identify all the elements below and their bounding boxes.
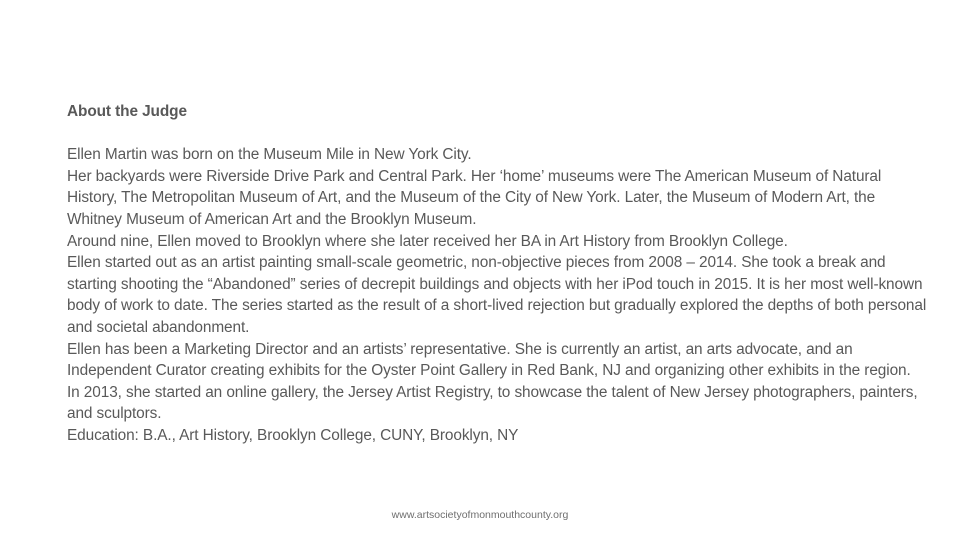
footer-website-url: www.artsocietyofmonmouthcounty.org [391, 509, 569, 521]
bio-paragraph-artwork: Ellen started out as an artist painting small-scale geometric, non-objective pieces from 2008 – 2014. She took a break and starting shooting the “Abandoned” series of decrepit buildings and objects with her iPod touch in 2015. It is her most well-known body of work to date. The series started as the result of a short-lived rejection but gradually explored the depths of both personal and societal abandonment. [67, 254, 927, 336]
slide-content [67, 101, 927, 447]
bio-paragraph-birthplace: Ellen Martin was born on the Museum Mile in New York City. [67, 146, 472, 164]
bio-paragraph-education: Education: B.A., Art History, Brooklyn College, CUNY, Brooklyn, NY [67, 426, 519, 444]
bio-paragraph-museums: Her backyards were Riverside Drive Park and Central Park. Her ‘home’ museums were The American Museum of Natural History, The Metropolitan Museum of Art, and the Museum of the City of New York. Later, the Museum of Modern Art, the Whitney Museum of American Art and the Brooklyn Museum. [67, 167, 882, 228]
bio-paragraph-career: Ellen has been a Marketing Director and an artists’ representative. She is currently an artist, an arts advocate, and an Independent Curator creating exhibits for the Oyster Point Gallery in Red Bank, NJ and organizing other exhibits in the region. In 2013, she started an online gallery, the Jersey Artist Registry, to showcase the talent of New Jersey photographers, painters, and sculptors. [67, 340, 918, 423]
bio-paragraph-education-history: Around nine, Ellen moved to Brooklyn where she later received her BA in Art History from Brooklyn College. [67, 232, 788, 250]
section-heading: About the Judge [67, 103, 187, 120]
